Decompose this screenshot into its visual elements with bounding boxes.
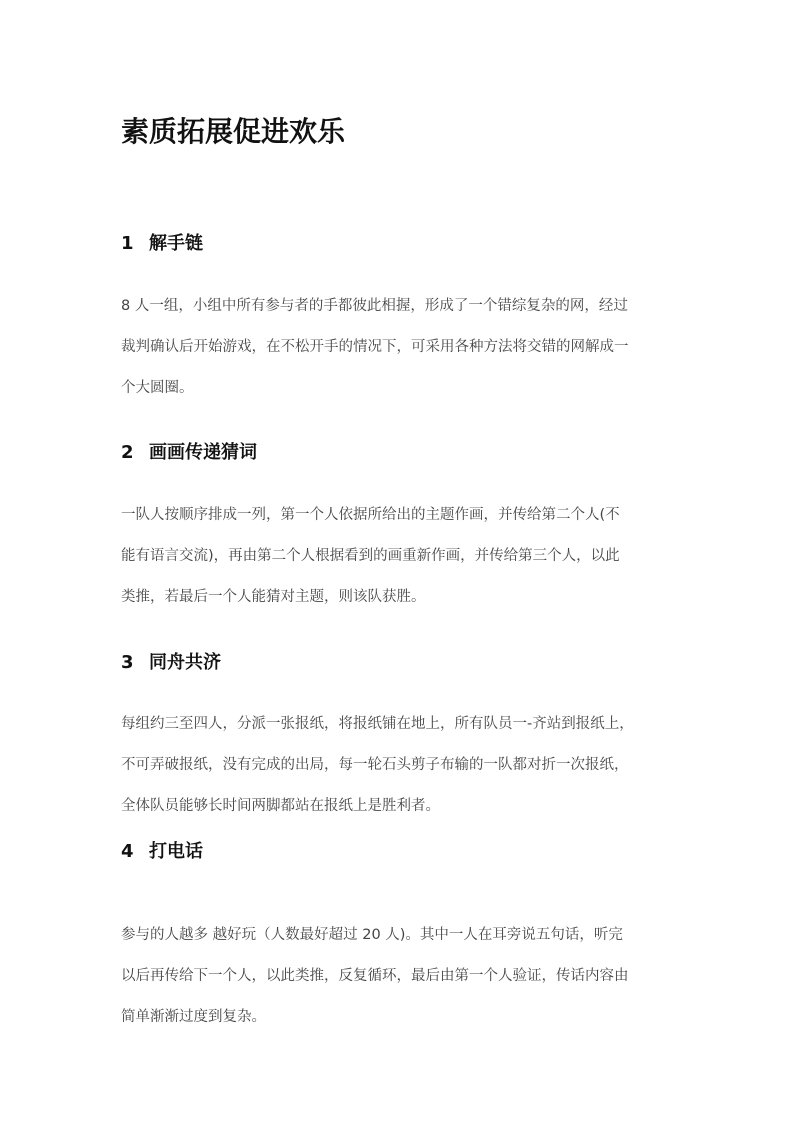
body-line: 全体队员能够长时间两脚都站在报纸上是胜利者。 [121, 798, 440, 814]
section-number: 1 [121, 233, 134, 254]
page-title: 素质拓展促进欢乐 [121, 115, 346, 148]
section-heading-2 [121, 440, 257, 466]
section-title: 解手链 [149, 233, 203, 254]
body-line: 个大圆圈。 [121, 380, 194, 396]
section-heading-1 [121, 231, 203, 257]
section-heading-3 [121, 650, 221, 676]
body-line: 参与的人越多 越好玩（人数最好超过 20 人)。其中一人在耳旁说五句话，听完 [121, 927, 623, 943]
section-title: 画画传递猜词 [149, 442, 257, 463]
body-line: 能有语言交流)，再由第二个人根据看到的画重新作画，并传给第三个人，以此 [121, 548, 620, 564]
body-line: 类推，若最后一个人能猜对主题，则该队获胜。 [121, 589, 426, 605]
section-number: 2 [121, 442, 134, 463]
section-body-1 [121, 286, 687, 409]
body-line: 简单渐渐过度到复杂。 [121, 1009, 266, 1025]
section-number: 4 [121, 841, 134, 862]
section-body-4 [121, 915, 687, 1038]
body-line: 一队人按顺序排成一列，第一个人依据所给出的主题作画，并传给第二个人(不 [121, 507, 620, 523]
section-title: 打电话 [149, 841, 203, 862]
body-line: 每组约三至四人，分派一张报纸，将报纸铺在地上，所有队员一-齐站到报纸上， [121, 716, 634, 732]
body-line: 裁判确认后开始游戏，在不松开手的情况下，可采用各种方法将交错的网解成一 [121, 339, 629, 355]
section-heading-4 [121, 839, 203, 865]
section-title: 同舟共济 [149, 652, 221, 673]
body-line: 以后再传给下一个人，以此类推，反复循环，最后由第一个人验证，传话内容由 [121, 968, 629, 984]
section-body-3 [121, 704, 687, 827]
section-number: 3 [121, 652, 134, 673]
body-line: 8 人一组，小组中所有参与者的手都彼此相握，形成了一个错综复杂的网，经过 [121, 298, 628, 314]
section-body-2 [121, 495, 687, 618]
body-line: 不可弄破报纸，没有完成的出局，每一轮石头剪子布输的一队都对折一次报纸， [121, 757, 629, 773]
